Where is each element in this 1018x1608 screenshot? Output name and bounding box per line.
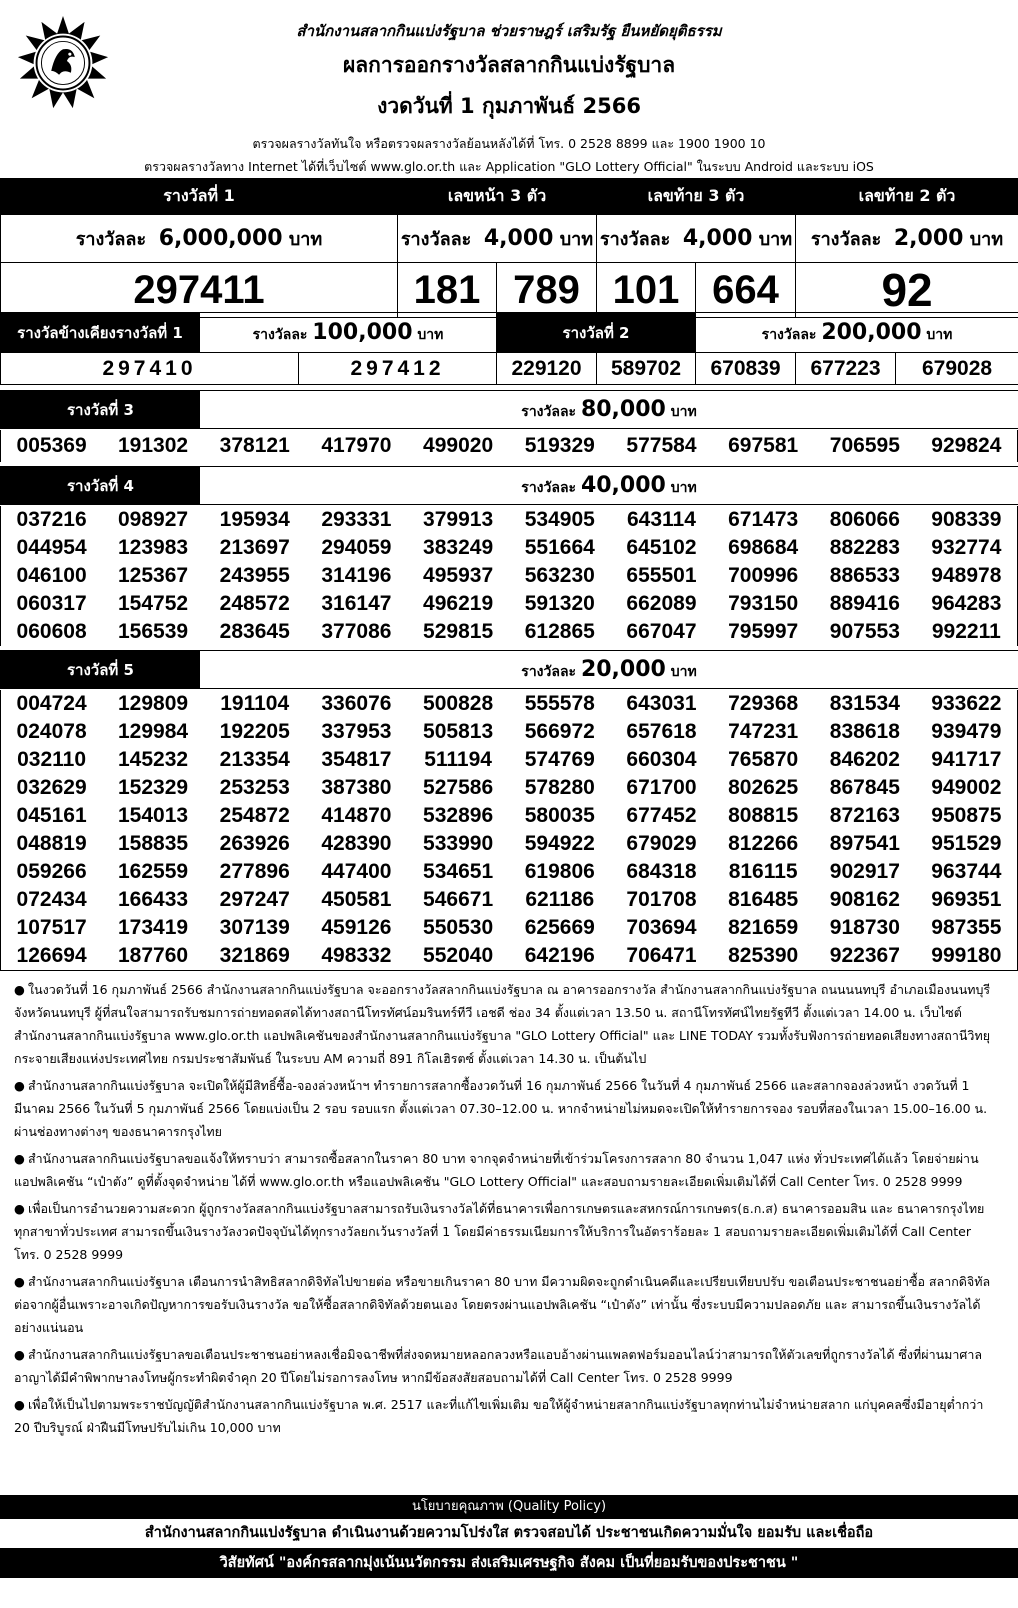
- fifth-prize-number: 550530: [423, 916, 494, 939]
- fifth-prize-number: 671700: [626, 776, 697, 799]
- first-prize-number: 297411: [1, 263, 398, 318]
- fifth-prize-number: 621186: [525, 888, 595, 911]
- fifth-prize-number: 511194: [424, 748, 492, 771]
- fourth-prize-number: 795997: [728, 620, 799, 643]
- fourth-prize-number: 667047: [626, 620, 697, 643]
- fifth-prize-number: 677452: [626, 804, 697, 827]
- note-item: ● เพื่อเป็นการอำนวยความสะดวก ผู้ถูกรางวัลสลากกินแบ่งรัฐบาลสามารถรับเงินรางวัลได้ที่ธนาคารเพื่อการเกษตรและสหกรณ์การเกษตร(ธ.ก.ส) ธนาคารออมสิน และ ธนาคารกรุงไทยทุกสาขาทั่วประเทศ สามารถขึ้นเงินรางวัลงวดปัจจุบันได้ทุกรางวัลยกเว้นรางวัลที่ 1 โดยมีค่าธรรมเนียมการให้บริการในอัตราร้อยละ 1 สอบถามรายละเอียดเพิ่มเติมได้ที่ Call Center โทร. 0 2528 9999: [14, 1201, 985, 1262]
- second-prize-number: 229120: [497, 353, 597, 385]
- prize-number-row: [1, 914, 1018, 942]
- fifth-prize-number: 729368: [728, 692, 799, 715]
- prize-number-row: [1, 690, 1018, 718]
- front3-number: 789: [497, 263, 597, 318]
- quality-policy-text: สำนักงานสลากกินแบ่งรัฐบาล ดำเนินงานด้วยความโปร่งใส ตรวจสอบได้ ประชาชนเกิดความมั่นใจ ยอมรับ และเชื่อถือ: [144, 1525, 874, 1541]
- fourth-prize-number: 534905: [524, 508, 595, 531]
- fifth-prize-number: 821659: [728, 916, 799, 939]
- second-prize-number: 677223: [796, 353, 896, 385]
- fifth-prize-number: 152329: [117, 776, 189, 799]
- fourth-prize-number: 882283: [829, 536, 900, 559]
- fifth-prize-number: 187760: [117, 944, 189, 967]
- fifth-prize-number: 129984: [117, 720, 189, 743]
- fifth-prize-number: 825390: [728, 944, 799, 967]
- fourth-prize-label: รางวัลที่ 4: [1, 467, 200, 505]
- fourth-prize-number: 046100: [16, 564, 87, 587]
- third-prize-number: 191302: [117, 434, 189, 457]
- fourth-prize-number: 125367: [117, 564, 189, 587]
- prize-number-row: [1, 590, 1018, 618]
- third-prize-number: 697581: [728, 434, 799, 457]
- last3-amount: รางวัลละ 4,000 บาท: [597, 215, 796, 263]
- fifth-prize-number: 808815: [728, 804, 799, 827]
- fifth-prize-number: 679029: [626, 832, 697, 855]
- fifth-prize-number: 897541: [829, 832, 900, 855]
- fifth-prize-number: 162559: [117, 860, 189, 883]
- fifth-prize-number: 032629: [16, 776, 87, 799]
- fourth-prize-number: 377086: [321, 620, 392, 643]
- prize-number-row: [1, 506, 1018, 534]
- fourth-prize-number: 283645: [219, 620, 290, 643]
- third-prize-number: 577584: [626, 434, 697, 457]
- fourth-prize-number: 293331: [321, 508, 392, 531]
- vision-statement: วิสัยทัศน์ "องค์กรสลากมุ่งเน้นนวัตกรรม ส่งเสริมเศรษฐกิจ สังคม เป็นที่ยอมรับของประชาชน ": [0, 1548, 1018, 1578]
- near-prize-number: 297412: [299, 353, 497, 385]
- fifth-prize-number: 263926: [219, 832, 290, 855]
- fifth-prize-number: 048819: [16, 832, 87, 855]
- prize-number-row: [1, 562, 1018, 590]
- fifth-prize-number: 191104: [220, 692, 290, 715]
- second-prize-label: รางวัลที่ 2: [497, 313, 696, 353]
- fifth-prize-number: 580035: [524, 804, 595, 827]
- fifth-prize-number: 158835: [117, 832, 189, 855]
- fifth-prize-number: 706471: [626, 944, 697, 967]
- prize-number-row: [1, 858, 1018, 886]
- fourth-prize-number: 123983: [117, 536, 189, 559]
- fourth-prize-number: 383249: [423, 536, 494, 559]
- fifth-prize-number: 902917: [829, 860, 900, 883]
- draw-date: งวดวันที่ 1 กุมภาพันธ์ 2566: [377, 94, 641, 118]
- front3-amount: รางวัลละ 4,000 บาท: [398, 215, 597, 263]
- contact-internet-line: ตรวจผลรางวัลทาง Internet ได้ที่เว็บไซต์ www.glo.or.th และ Application "GLO Lottery Official" ในระบบ Android และระบบ iOS: [144, 159, 874, 174]
- fourth-prize-amount: รางวัลละ 40,000 บาท: [200, 467, 1018, 505]
- fourth-prize-number: 932774: [931, 536, 1002, 559]
- fifth-prize-number: 321869: [219, 944, 290, 967]
- third-prize-number: 519329: [524, 434, 595, 457]
- note-item: ● สำนักงานสลากกินแบ่งรัฐบาล เตือนการนำสิทธิสลากดิจิทัลไปขายต่อ หรือขายเกินราคา 80 บาท มีความผิดจะถูกดำเนินคดีและเปรียบเทียบปรับ ขอเตือนประชาชนอย่าซื้อ สลากดิจิทัลต่อจากผู้อื่นเพราะอาจเกิดปัญหาการขอรับเงินรางวัล ขอให้ซื้อสลากดิจิทัลด้วยตนเอง โดยตรงผ่านแอปพลิเคชัน “เป๋าตัง” เท่านั้น ซึ่งระบบมีความปลอดภัย และ สามารถขึ้นเงินรางวัลได้อย่างแน่นอน: [14, 1274, 991, 1335]
- last2-number: 92: [796, 263, 1018, 318]
- second-prize-number: 589702: [597, 353, 696, 385]
- fourth-prize-number: 671473: [728, 508, 799, 531]
- fifth-prize-number: 024078: [16, 720, 87, 743]
- fifth-prize-number: 642196: [524, 944, 595, 967]
- fourth-prize-number: 889416: [829, 592, 900, 615]
- fifth-prize-number: 949002: [931, 776, 1002, 799]
- fourth-prize-number: 793150: [728, 592, 799, 615]
- fifth-prize-number: 428390: [321, 832, 392, 855]
- note-item: ● สำนักงานสลากกินแบ่งรัฐบาลขอแจ้งให้ทราบว่า สามารถซื้อสลากในราคา 80 บาท จากจุดจำหน่ายที่เข้าร่วมโครงการสลาก 80 จำนวน 1,047 แห่ง ทั่วประเทศได้แล้ว โดยจ่ายผ่านแอปพลิเคชัน “เป๋าตัง” ดูที่ตั้งจุดจำหน่าย ได้ที่ www.glo.or.th หรือแอปพลิเคชัน "GLO Lottery Official" และสอบถามรายละเอียดเพิ่มเติมได้ที่ Call Center โทร. 0 2528 9999: [14, 1151, 979, 1189]
- fifth-prize-table: [0, 650, 1018, 689]
- fourth-prize-number: 294059: [321, 536, 392, 559]
- fifth-prize-number: 459126: [321, 916, 392, 939]
- fifth-prize-number: 337953: [321, 720, 392, 743]
- fifth-prize-number: 500828: [423, 692, 494, 715]
- fourth-prize-number: 700996: [728, 564, 799, 587]
- third-prize-number: 417970: [321, 434, 392, 457]
- fifth-prize-number: 192205: [219, 720, 290, 743]
- fifth-prize-number: 933622: [931, 692, 1002, 715]
- page-title: ผลการออกรางวัลสลากกินแบ่งรัฐบาล: [342, 53, 676, 77]
- fifth-prize-number: 765870: [728, 748, 799, 771]
- fourth-prize-number: 314196: [321, 564, 392, 587]
- fourth-prize-number: 496219: [423, 592, 494, 615]
- note-item: ● ในงวดวันที่ 16 กุมภาพันธ์ 2566 สำนักงานสลากกินแบ่งรัฐบาล จะออกรางวัลสลากกินแบ่งรัฐบาล ณ อาคารออกรางวัล สำนักงานสลากกินแบ่งรัฐบาล ถนนนนทบุรี อำเภอเมืองนนทบุรี จังหวัดนนทบุรี ผู้ที่สนใจสามารถรับชมการถ่ายทอดสดได้ทางสถานีโทรทัศน์อมรินทร์ทีวี เอชดี ช่อง 34 ตั้งแต่เวลา 13.50 น. สถานีโทรทัศน์ไทยรัฐทีวี ตั้งแต่เวลา 14.00 น. เว็บไซต์สำนักงานสลากกินแบ่งรัฐบาล www.glo.or.th แอปพลิเคชันของสำนักงานสลากกินแบ่งรัฐบาล "GLO Lottery Official" และ LINE TODAY รวมทั้งรับฟังการถ่ายทอดเสียงทางสถานีวิทยุกระจายเสียงแห่งประเทศไทย กรมประชาสัมพันธ์ ในระบบ AM ความถี่ 891 กิโลเฮิรตซ์ ตั้งแต่เวลา 14.30 น. เป็นต้นไป: [14, 982, 991, 1066]
- fifth-prize-number: 297247: [219, 888, 290, 911]
- third-prize-number: 378121: [219, 434, 290, 457]
- fifth-prize-label: รางวัลที่ 5: [1, 651, 200, 689]
- prize-number-row: [1, 802, 1018, 830]
- last2-amount: รางวัลละ 2,000 บาท: [796, 215, 1018, 263]
- fifth-prize-number: 032110: [17, 748, 87, 771]
- fifth-prize-number: 657618: [626, 720, 697, 743]
- fifth-prize-number: 701708: [626, 888, 697, 911]
- fourth-prize-number: 551664: [524, 536, 595, 559]
- header-motto: สำนักงานสลากกินแบ่งรัฐบาล ช่วยราษฎร์ เสริมรัฐ ยืนหยัดยุติธรรม: [296, 22, 722, 40]
- fifth-prize-number: 950875: [931, 804, 1002, 827]
- fifth-prize-number: 527586: [423, 776, 494, 799]
- prize-number-row: [1, 534, 1018, 562]
- fourth-prize-number: 316147: [321, 592, 392, 615]
- fifth-prize-number: 963744: [931, 860, 1002, 883]
- front3-number: 181: [398, 263, 497, 318]
- fifth-prize-number: 908162: [829, 888, 900, 911]
- fifth-prize-number: 004724: [16, 692, 87, 715]
- prize-number-row: [1, 830, 1018, 858]
- fifth-prize-number: 532896: [423, 804, 494, 827]
- fourth-prize-number: 154752: [117, 592, 189, 615]
- prize-number-row: [1, 718, 1018, 746]
- fifth-prize-number: 643031: [626, 692, 697, 715]
- fourth-prize-number: 248572: [219, 592, 290, 615]
- last3-number: 101: [597, 263, 696, 318]
- near-prize-amount: รางวัลละ 100,000 บาท: [200, 313, 497, 353]
- fifth-prize-number: 594922: [524, 832, 595, 855]
- third-prize-amount: รางวัลละ 80,000 บาท: [200, 391, 1018, 429]
- third-prize-table: [0, 390, 1018, 429]
- fifth-prize-number: 684318: [626, 860, 697, 883]
- fifth-prize-number: 578280: [524, 776, 595, 799]
- fourth-prize-number: 655501: [626, 564, 697, 587]
- fourth-prize-number: 908339: [931, 508, 1002, 531]
- second-prize-number: 679028: [896, 353, 1018, 385]
- fourth-prize-number: 645102: [626, 536, 697, 559]
- fifth-prize-number: 619806: [524, 860, 595, 883]
- fifth-prize-number: 213354: [219, 748, 290, 771]
- note-item: ● สำนักงานสลากกินแบ่งรัฐบาล จะเปิดให้ผู้มีสิทธิ์ซื้อ-จองล่วงหน้าฯ ทำรายการสลากซื้องวดวันที่ 16 กุมภาพันธ์ 2566 ในวันที่ 4 กุมภาพันธ์ 2566 และสลากจองล่วงหน้า งวดวันที่ 1 มีนาคม 2566 ในวันที่ 5 กุมภาพันธ์ 2566 โดยแบ่งเป็น 2 รอบ รอบแรก ตั้งแต่เวลา 07.30–12.00 น. หากจำหน่ายไม่หมดจะเปิดให้ทำรายการจอง รอบที่สองในเวลา 15.00–16.00 น. ผ่านช่องทางต่างๆ ของธนาคารกรุงไทย: [14, 1078, 988, 1139]
- fifth-prize-number: 816115: [728, 860, 798, 883]
- fifth-prize-number: 254872: [219, 804, 290, 827]
- fifth-prize-number: 546671: [423, 888, 494, 911]
- fifth-prize-number: 872163: [829, 804, 900, 827]
- fifth-prize-number: 450581: [321, 888, 392, 911]
- fourth-prize-number: 098927: [117, 508, 189, 531]
- fourth-prize-number: 243955: [219, 564, 290, 587]
- fifth-prize-number: 922367: [829, 944, 900, 967]
- fifth-prize-number: 838618: [829, 720, 900, 743]
- fifth-prize-number: 129809: [117, 692, 189, 715]
- fifth-prize-number: 154013: [117, 804, 189, 827]
- fifth-prize-number: 277896: [219, 860, 290, 883]
- near-and-second-table: [0, 312, 1018, 385]
- fourth-prize-number: 156539: [117, 620, 189, 643]
- fourth-prize-number: 992211: [931, 620, 1001, 643]
- fifth-prize-number: 846202: [829, 748, 900, 771]
- fifth-prize-number: 802625: [728, 776, 799, 799]
- last3-number: 664: [696, 263, 796, 318]
- fifth-prize-number: 555578: [524, 692, 595, 715]
- fifth-prize-number: 059266: [16, 860, 87, 883]
- first-prize-label: รางวัลที่ 1: [1, 179, 398, 215]
- fifth-prize-number: 387380: [321, 776, 392, 799]
- fifth-prize-number: 951529: [931, 832, 1002, 855]
- top-prizes-table: [0, 178, 1018, 318]
- fifth-prize-number: 625669: [524, 916, 595, 939]
- fifth-prize-number: 533990: [423, 832, 494, 855]
- fifth-prize-number: 552040: [423, 944, 494, 967]
- fifth-prize-number: 498332: [321, 944, 392, 967]
- fourth-prize-number: 612865: [524, 620, 595, 643]
- fourth-prize-number: 044954: [16, 536, 87, 559]
- fifth-prize-number: 574769: [524, 748, 595, 771]
- announcement-notes: [14, 978, 996, 1443]
- fourth-prize-number: 495937: [423, 564, 494, 587]
- fifth-prize-number: 812266: [728, 832, 799, 855]
- fifth-prize-number: 703694: [626, 916, 697, 939]
- prize-number-row: [1, 942, 1018, 971]
- fourth-prize-number: 806066: [829, 508, 900, 531]
- third-prize-number: 706595: [829, 434, 900, 457]
- fourth-prize-number: 379913: [423, 508, 494, 531]
- fifth-prize-number: 660304: [626, 748, 697, 771]
- fourth-prize-number: 060608: [16, 620, 87, 643]
- fifth-prize-number: 867845: [829, 776, 900, 799]
- fourth-prize-number: 529815: [423, 620, 494, 643]
- note-item: ● สำนักงานสลากกินแบ่งรัฐบาลขอเตือนประชาชนอย่าหลงเชื่อมิจฉาชีพที่ส่งจดหมายหลอกลวงหรือแอบอ้างผ่านแพลตฟอร์มออนไลน์ว่าสามารถให้ตัวเลขที่ถูกรางวัลได้ ซึ่งที่ผ่านมาศาลอาญาได้มีคำพิพากษาลงโทษผู้กระทำผิดจำคุก 20 ปีโดยไม่รอการลงโทษ หากมีข้อสงสัยสอบถามได้ที่ Call Center โทร. 0 2528 9999: [14, 1347, 983, 1385]
- fifth-prize-number: 969351: [931, 888, 1002, 911]
- first-prize-amount: รางวัลละ 6,000,000 บาท: [1, 215, 398, 263]
- last3-label: เลขท้าย 3 ตัว: [597, 179, 796, 215]
- fifth-prize-number: 336076: [321, 692, 392, 715]
- fifth-prize-number: 999180: [931, 944, 1002, 967]
- page-header: [0, 0, 1018, 178]
- fifth-prize-number: 126694: [16, 944, 87, 967]
- note-item: ● เพื่อให้เป็นไปตามพระราชบัญญัติสำนักงานสลากกินแบ่งรัฐบาล พ.ศ. 2517 และที่แก้ไขเพิ่มเติม ขอให้ผู้จำหน่ายสลากกินแบ่งรัฐบาลทุกท่านไม่จำหน่ายสลาก แก่บุคคลซึ่งมีอายุต่ำกว่า 20 ปีบริบูรณ์ ฝ่าฝืนมีโทษปรับไม่เกิน 10,000 บาท: [14, 1397, 984, 1435]
- fourth-prize-number: 662089: [626, 592, 697, 615]
- fifth-prize-number: 566972: [524, 720, 595, 743]
- third-prize-number: 929824: [931, 434, 1002, 457]
- front3-label: เลขหน้า 3 ตัว: [398, 179, 597, 215]
- fifth-prize-number: 918730: [829, 916, 900, 939]
- fifth-prize-number: 166433: [117, 888, 189, 911]
- fifth-prize-number: 253253: [219, 776, 290, 799]
- fourth-prize-number: 563230: [524, 564, 595, 587]
- fifth-prize-number: 505813: [423, 720, 494, 743]
- fifth-prize-amount: รางวัลละ 20,000 บาท: [200, 651, 1018, 689]
- second-prize-number: 670839: [696, 353, 796, 385]
- fourth-prize-number: 060317: [16, 592, 87, 615]
- third-prize-numbers: [0, 430, 1018, 462]
- prize-number-row: [1, 618, 1018, 646]
- fifth-prize-number: 045161: [16, 804, 87, 827]
- fifth-prize-number: 173419: [117, 916, 189, 939]
- third-prize-number: 499020: [423, 434, 494, 457]
- second-prize-amount: รางวัลละ 200,000 บาท: [696, 313, 1018, 353]
- fifth-prize-number: 987355: [931, 916, 1002, 939]
- fourth-prize-number: 195934: [219, 508, 290, 531]
- prize-number-row: [1, 774, 1018, 802]
- fifth-prize-number: 414870: [321, 804, 392, 827]
- prize-number-row: [1, 746, 1018, 774]
- fourth-prize-number: 643114: [627, 508, 696, 531]
- fifth-prize-number: 145232: [117, 748, 189, 771]
- fifth-prize-number: 747231: [728, 720, 799, 743]
- prize-number-row: [1, 886, 1018, 914]
- fifth-prize-number: 816485: [728, 888, 799, 911]
- fourth-prize-number: 948978: [931, 564, 1002, 587]
- near-prize-label: รางวัลข้างเคียงรางวัลที่ 1: [1, 313, 200, 353]
- last2-label: เลขท้าย 2 ตัว: [796, 179, 1018, 215]
- fourth-prize-number: 037216: [16, 508, 87, 531]
- fifth-prize-number: 072434: [16, 888, 87, 911]
- fourth-prize-number: 591320: [524, 592, 595, 615]
- fourth-prize-number: 698684: [728, 536, 799, 559]
- fifth-prize-number: 354817: [321, 748, 392, 771]
- fourth-prize-number: 213697: [219, 536, 290, 559]
- fifth-prize-number: 447400: [321, 860, 392, 883]
- near-prize-number: 297410: [1, 353, 299, 385]
- fifth-prize-number: 939479: [931, 720, 1002, 743]
- fifth-prize-number: 307139: [219, 916, 290, 939]
- fourth-prize-table: [0, 466, 1018, 505]
- fifth-prize-number: 941717: [931, 748, 1002, 771]
- fourth-prize-number: 964283: [931, 592, 1002, 615]
- third-prize-number: 005369: [16, 434, 87, 457]
- fifth-prize-numbers: [0, 690, 1018, 971]
- fifth-prize-number: 107517: [16, 916, 87, 939]
- fifth-prize-number: 831534: [829, 692, 900, 715]
- fourth-prize-number: 886533: [829, 564, 900, 587]
- third-prize-label: รางวัลที่ 3: [1, 391, 200, 429]
- fifth-prize-number: 534651: [423, 860, 494, 883]
- fourth-prize-number: 907553: [829, 620, 900, 643]
- quality-policy-label: นโยบายคุณภาพ (Quality Policy): [0, 1495, 1018, 1519]
- fourth-prize-numbers: [0, 506, 1018, 646]
- contact-phone-line: ตรวจผลรางวัลทันใจ หรือตรวจผลรางวัลย้อนหลังได้ที่ โทร. 0 2528 8899 และ 1900 1900 10: [252, 136, 766, 151]
